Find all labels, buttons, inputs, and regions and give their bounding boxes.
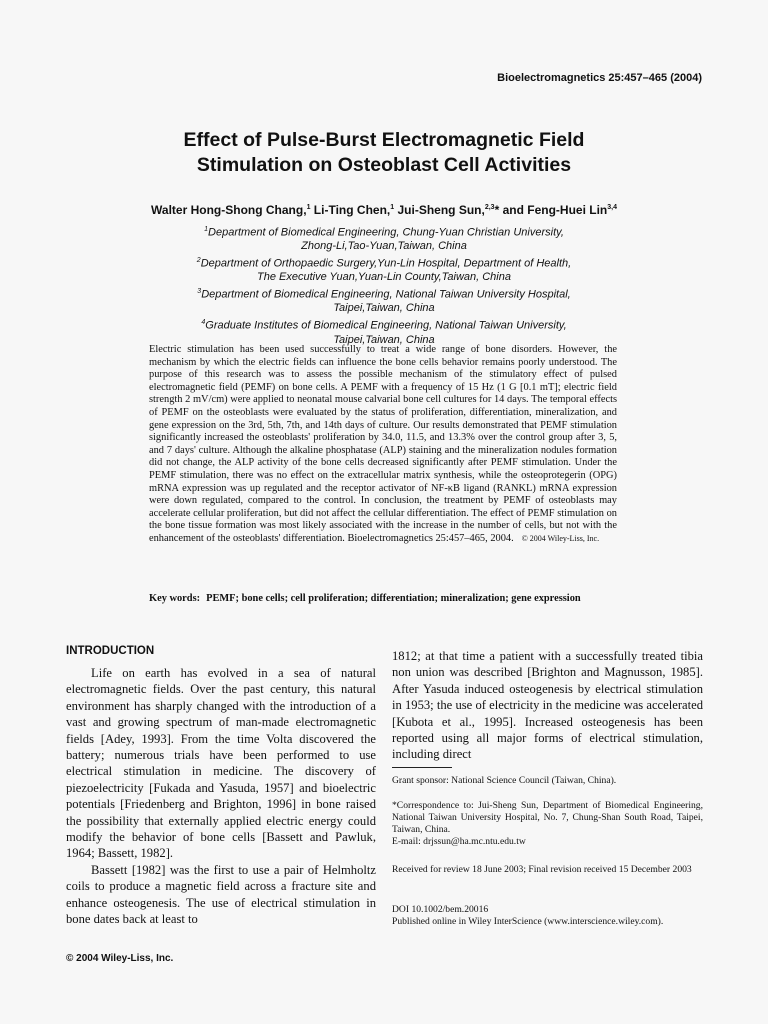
affiliation-line: Taipei,Taiwan, China bbox=[333, 302, 435, 315]
affiliations bbox=[60, 223, 708, 347]
affiliation-line: Zhong-Li,Tao-Yuan,Taiwan, China bbox=[301, 240, 467, 253]
journal-reference: Bioelectromagnetics 25:457–465 (2004) bbox=[497, 72, 702, 84]
affiliation bbox=[60, 316, 708, 347]
correspondence-text: *Correspondence to: Jui-Sheng Sun, Department of Biomedical Engineering, National Taiwan University Hospital, No. 7, Chung-Shan South Road, Taipei, Taiwan, China. bbox=[392, 800, 703, 835]
article-title bbox=[60, 128, 708, 178]
affiliation-marker: 3,4 bbox=[607, 204, 617, 211]
abstract-text: Electric stimulation has been used successfully to treat a wide range of bone disorders. However, the mechanism by which the electric fields can influence the bone cells behavior remains poorly understood. The purpose of this research was to assess the possible mechanism of the stimulatory effect of pulsed electromagnetic field (PEMF) on bone cells. A PEMF with a frequency of 15 Hz (1 G [0.1 mT]; electric field strength 2 mV/cm) were applied to neonatal mouse calvarial bone cell cultures for 14 days. The temporal effects of PEMF on the osteoblasts were evaluated by the status of proliferation, differentiation, mineralization, and gene expression on the 3rd, 5th, 7th, and 14th days of culture. Our results demonstrated that PEMF stimulation significantly increased the osteoblasts' proliferation by 34.0, 11.5, and 13.3% over the control group after 3, 5, and 7 days' culture. Although the alkaline phosphatase (ALP) staining and the mineralization nodules formation did not change, the ALP activity of the bone cells decreased significantly after PEMF stimulation. Under the PEMF stimulation, there was no effect on the extracellular matrix synthesis, while the osteoprotegerin (OPG) mRNA expression was up regulated and the receptor activator of NF-κB ligand (RANKL) mRNA expression were down regulated, compared to the control. In conclusion, the treatment by PEMF of osteoblasts may accelerate cellular proliferation, but did not affect the cellular differentiation. The effect of PEMF stimulation on the bone tissue formation was most likely associated with the increase in the number of cells, but not with the enhancement of the osteoblasts' differentiation. bbox=[149, 344, 617, 544]
affiliation-line: Department of Biomedical Engineering, Chung-Yuan Christian University, bbox=[208, 226, 564, 239]
affiliation-line: Graduate Institutes of Biomedical Engineering, National Taiwan University, bbox=[205, 319, 567, 332]
affiliation-number: 4 bbox=[201, 319, 206, 327]
keywords-label: Key words: bbox=[149, 593, 201, 604]
author-name: Walter Hong-Shong Chang, bbox=[151, 203, 307, 217]
body-paragraph: Bassett [1982] was the first to use a pair of Helmholtz coils to produce a magnetic field across a fracture site and enhance osteogenesis. The use of electrical stimulation in bone dates back at least to bbox=[66, 862, 376, 927]
affiliation-line: Taipei,Taiwan, China bbox=[333, 333, 435, 346]
affiliation-number: 2 bbox=[196, 257, 201, 265]
doi-text: DOI 10.1002/bem.20016 bbox=[392, 904, 489, 915]
affiliation bbox=[60, 254, 708, 285]
affiliation-marker: 1 bbox=[306, 204, 311, 211]
keywords-text: PEMF; bone cells; cell proliferation; differentiation; mineralization; gene expression bbox=[206, 593, 581, 604]
affiliation-line: Department of Biomedical Engineering, National Taiwan University Hospital, bbox=[201, 288, 571, 301]
author-name: Jui-Sheng Sun, bbox=[394, 203, 485, 217]
body-paragraph: 1812; at that time a patient with a successfully treated tibia non union was described [Brighton and Magnusson, 1985]. After Yasuda induced osteogenesis by electrical stimulation in 1953; the use of electricity in the medicine was accelerated [Kubota et al., 1995]. Increased osteogenesis has been reported using all major forms of electrical stimulation, including direct bbox=[392, 649, 703, 762]
affiliation bbox=[60, 223, 708, 254]
left-column bbox=[66, 665, 376, 928]
title-line-2: Stimulation on Osteoblast Cell Activities bbox=[196, 154, 572, 176]
grant-footnote: Grant sponsor: National Science Council (Taiwan, China). bbox=[392, 775, 617, 786]
received-footnote: Received for review 18 June 2003; Final revision received 15 December 2003 bbox=[392, 864, 692, 875]
affiliation-line: The Executive Yuan,Yuan-Lin County,Taiwan, China bbox=[257, 271, 511, 284]
right-column bbox=[392, 648, 703, 763]
abstract bbox=[149, 344, 617, 546]
affiliation-marker: 2,3 bbox=[484, 204, 495, 211]
author-name: Li-Ting Chen, bbox=[310, 203, 391, 217]
keywords bbox=[149, 592, 617, 605]
affiliation-number: 1 bbox=[204, 226, 209, 233]
footer-copyright: © 2004 Wiley-Liss, Inc. bbox=[66, 953, 174, 964]
abstract-copyright: © 2004 Wiley-Liss, Inc. bbox=[521, 533, 600, 543]
section-heading: INTRODUCTION bbox=[66, 645, 155, 657]
affiliation-number: 3 bbox=[197, 288, 202, 296]
abstract-citation: Bioelectromagnetics 25:457–465, 2004. bbox=[347, 532, 514, 544]
affiliation bbox=[60, 285, 708, 316]
title-line-1: Effect of Pulse-Burst Electromagnetic Field bbox=[183, 129, 585, 151]
author-name: Feng-Huei Lin bbox=[523, 203, 608, 217]
published-online-text: Published online in Wiley InterScience (www.interscience.wiley.com). bbox=[392, 916, 664, 927]
author-list bbox=[60, 203, 708, 217]
corresponding-marker: * and bbox=[494, 203, 524, 217]
footnote-divider bbox=[392, 767, 452, 768]
affiliation-marker: 1 bbox=[390, 204, 395, 211]
body-paragraph: Life on earth has evolved in a sea of natural electromagnetic fields. Over the past century, this natural environment has sharply changed with the introduction of a vast and growing spectrum of man-made electromagnetic fields [Adey, 1993]. From the time Volta discovered the battery; numerous trials have been performed to use electrical stimulation in medicine. The discovery of piezoelectricity [Fukada and Yasuda, 1957] and bioelectric potentials [Friedenberg and Brighton, 1996] in bone raised the possibility that externally applied electric energy could modify the behavior of bone cells [Bassett and Pawluk, 1964; Bassett, 1982]. bbox=[66, 666, 376, 861]
doi-footnote bbox=[392, 904, 703, 928]
affiliation-line: Department of Orthopaedic Surgery,Yun-Lin Hospital, Department of Health, bbox=[200, 257, 572, 270]
correspondence-email: E-mail: drjssun@ha.mc.ntu.edu.tw bbox=[392, 836, 526, 847]
correspondence-footnote bbox=[392, 800, 703, 848]
